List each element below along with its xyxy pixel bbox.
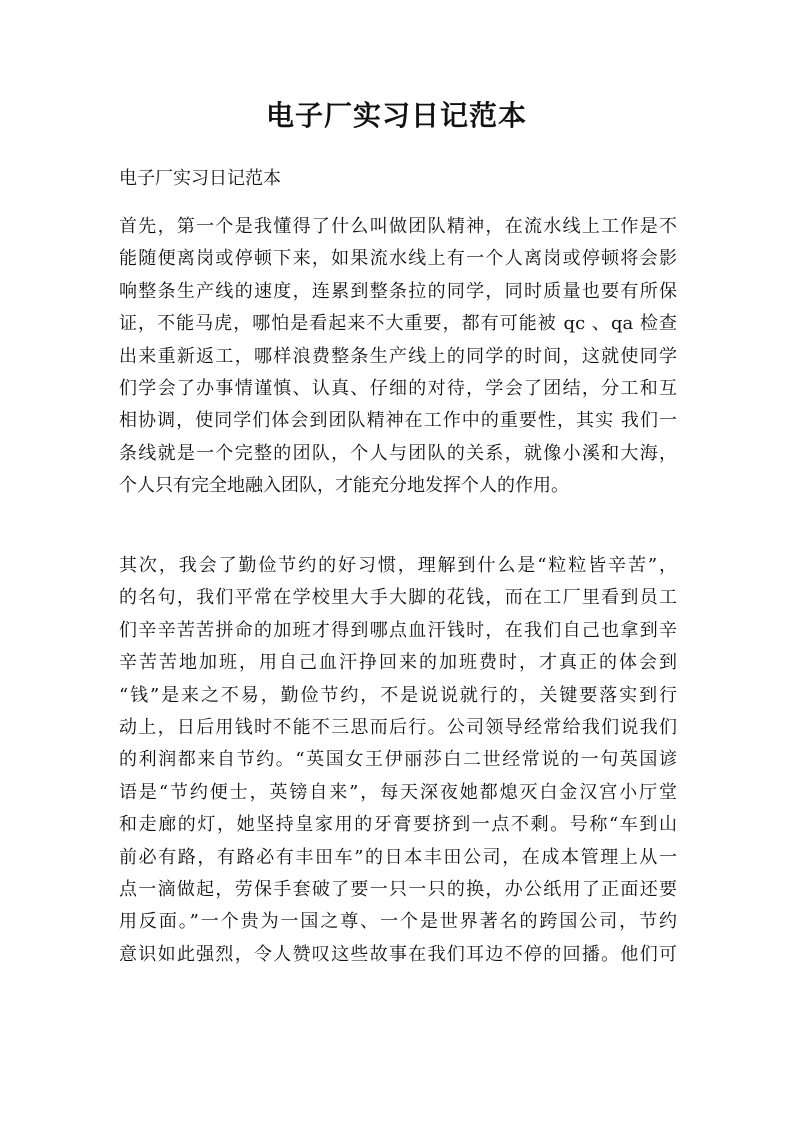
paragraph-line: 辛苦苦地加班，用自己血汗挣回来的加班费时，才真正的体会到: [119, 652, 677, 674]
paragraph-line: 能随便离岗或停顿下来，如果流水线上有一个人离岗或停顿将会影: [119, 248, 677, 270]
paragraph-line: 的名句，我们平常在学校里大手大脚的花钱，而在工厂里看到员工: [119, 587, 677, 609]
paragraph-line: 条线就是一个完整的团队，个人与团队的关系，就像小溪和大海，: [119, 442, 677, 464]
paragraph-line: 动上，日后用钱时不能不三思而后行。公司领导经常给我们说我们: [119, 717, 677, 739]
paragraph-line: 和走廊的灯，她坚持皇家用的牙膏要挤到一点不剩。号称“车到山: [119, 814, 677, 836]
paragraph-line: 响整条生产线的速度，连累到整条拉的同学，同时质量也要有所保: [119, 280, 677, 302]
document-title: 电子厂实习日记范本: [265, 99, 527, 132]
paragraph-line: 前必有路，有路必有丰田车”的日本丰田公司，在成本管理上从一: [119, 846, 677, 868]
paragraph-line: 的利润都来自节约。“英国女王伊丽莎白二世经常说的一句英国谚: [119, 749, 677, 771]
paragraph-1: [119, 211, 677, 503]
paragraph-line: 语是“节约便士，英镑自来”，每天深夜她都熄灭白金汉宫小厅堂: [119, 781, 677, 803]
paragraph-2: [119, 550, 677, 971]
paragraph-line: 首先，第一个是我懂得了什么叫做团队精神，在流水线上工作是不: [119, 216, 677, 237]
paragraph-line: 个人只有完全地融入团队，才能充分地发挥个人的作用。: [119, 475, 569, 497]
paragraph-line: 相协调，使同学们体会到团队精神在工作中的重要性，其实 我们一: [119, 410, 677, 432]
paragraph-line: 出来重新返工，哪样浪费整条生产线上的同学的时间，这就使同学: [119, 345, 677, 367]
paragraph-line: “钱”是来之不易，勤俭节约，不是说说就行的，关键要落实到行: [119, 684, 677, 706]
paragraph-line: 用反面。”一个贵为一国之尊、一个是世界著名的跨国公司，节约: [119, 911, 677, 933]
paragraph-line: 其次，我会了勤俭节约的好习惯，理解到什么是“粒粒皆辛苦”，: [119, 555, 677, 576]
paragraph-line: 们学会了办事情谨慎、认真、仔细的对待，学会了团结，分工和互: [119, 378, 677, 400]
paragraph-line: 们辛辛苦苦拼命的加班才得到哪点血汗钱时，在我们自己也拿到辛: [119, 619, 677, 641]
paragraph-line: 点一滴做起，劳保手套破了要一只一只的换，办公纸用了正面还要: [119, 879, 677, 901]
paragraph-line: 意识如此强烈，令人赞叹这些故事在我们耳边不停的回播。他们可: [119, 943, 677, 965]
paragraph-line: 证，不能马虎，哪怕是看起来不大重要，都有可能被 qc 、qa 检查: [119, 313, 677, 335]
document-subtitle: 电子厂实习日记范本: [119, 168, 281, 189]
